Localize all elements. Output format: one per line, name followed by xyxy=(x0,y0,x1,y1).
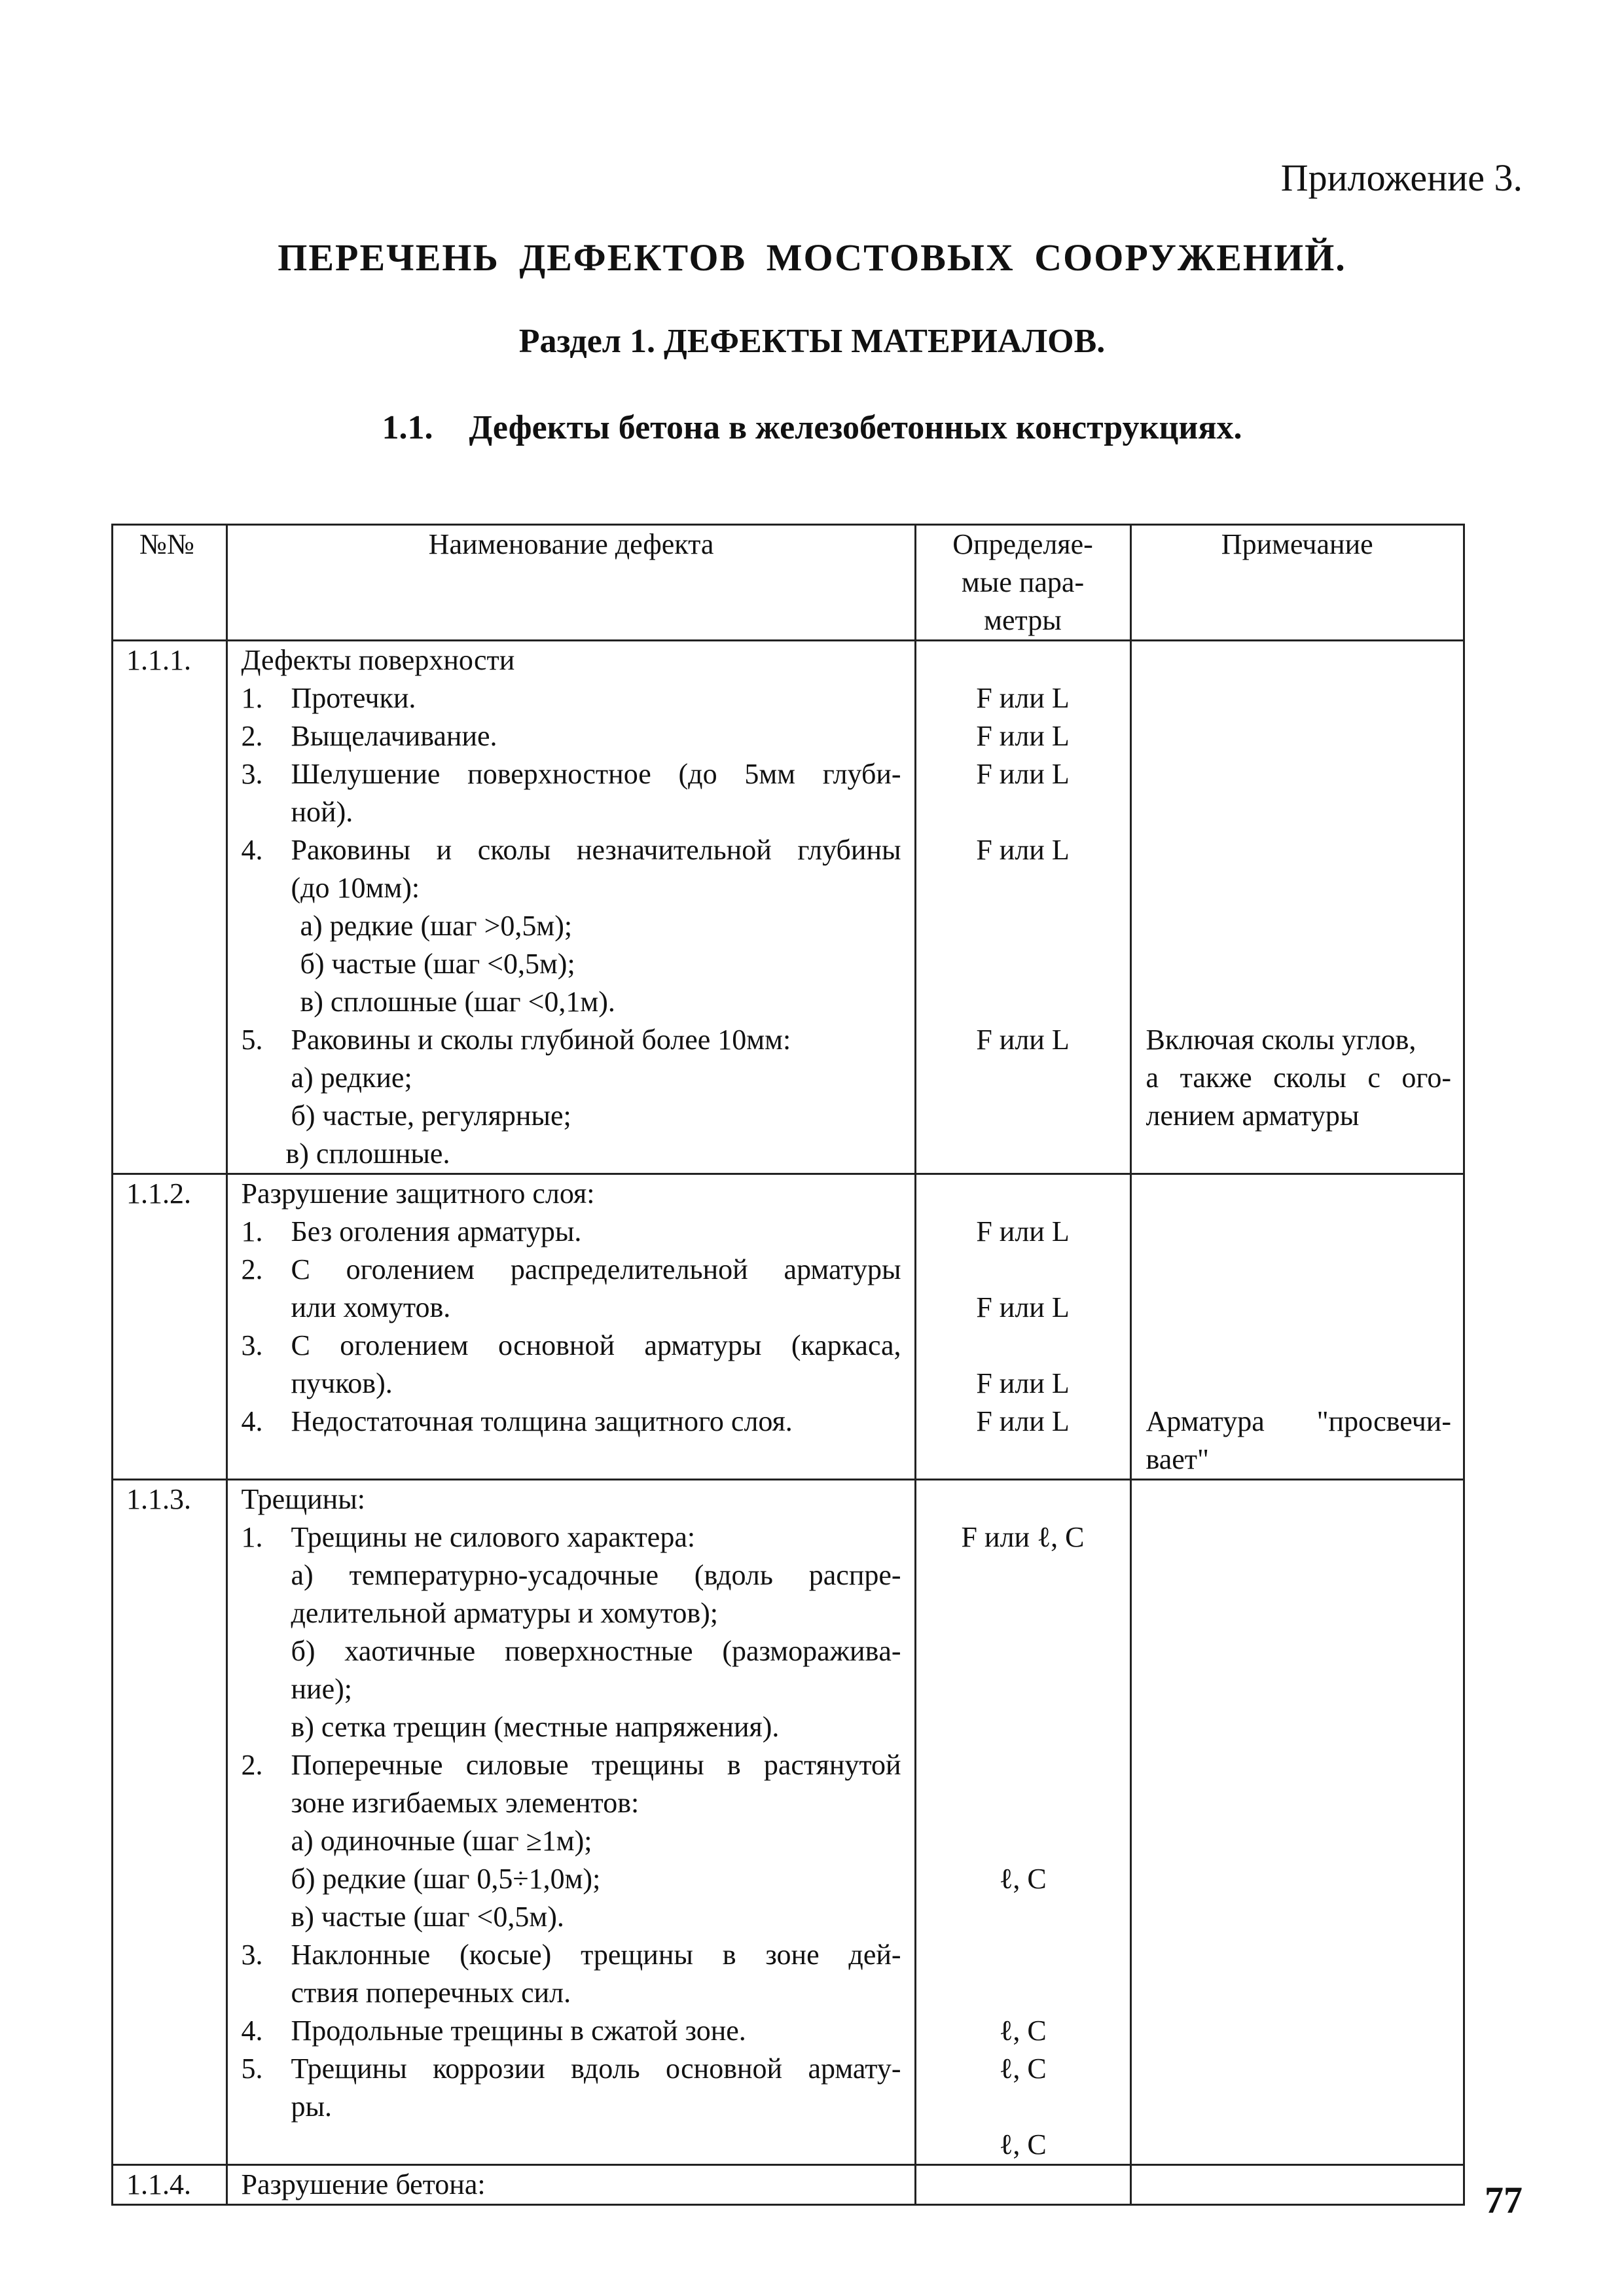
row-number: 1.1.4. xyxy=(113,2165,227,2205)
param-value xyxy=(916,1974,1130,2012)
defect-item xyxy=(241,1213,901,1251)
defect-item-text xyxy=(291,1936,901,2012)
param-value xyxy=(916,1898,1130,1936)
param-value xyxy=(916,1594,1130,1632)
subsection-title xyxy=(0,408,1624,447)
note-line xyxy=(1146,641,1452,679)
note-line xyxy=(1146,793,1452,831)
defect-item-line: или хомутов. xyxy=(291,1291,451,1323)
page-number: 77 xyxy=(1485,2179,1523,2221)
note-line: лением арматуры xyxy=(1146,1100,1360,1132)
param-value: F или L xyxy=(976,834,1070,866)
note-line xyxy=(1146,1251,1452,1289)
param-value xyxy=(916,1556,1130,1594)
row-defect-name xyxy=(227,641,915,1174)
defect-item-number: 3. xyxy=(241,1939,263,1971)
defect-item-number: 4. xyxy=(241,834,263,866)
row-params xyxy=(915,1480,1130,2165)
defect-item-text xyxy=(291,1213,901,1251)
defect-item-text xyxy=(291,717,901,755)
appendix-label: Приложение 3. xyxy=(1280,156,1523,199)
defect-item-number: 1. xyxy=(241,682,263,714)
note-line xyxy=(1146,755,1452,793)
defect-item-number: 5. xyxy=(241,2053,263,2085)
defect-subitem: в) сплошные (шаг <0,1м). xyxy=(300,986,615,1018)
defect-item xyxy=(241,1746,901,1822)
defect-item xyxy=(241,2050,901,2126)
note-line: Включая сколы углов, xyxy=(1146,1024,1416,1056)
note-line xyxy=(1146,1135,1452,1173)
param-value xyxy=(916,1708,1130,1746)
defect-subitem: а) температурно-усадочные (вдоль распре- xyxy=(291,1559,901,1591)
defect-item-text xyxy=(291,1327,901,1403)
defect-item xyxy=(241,755,901,831)
row-defect-name xyxy=(227,2165,915,2205)
note-line xyxy=(1146,945,1452,983)
defect-item-line: Раковины и сколы незначительной глубины xyxy=(291,834,901,866)
defect-item-text xyxy=(291,1518,901,1556)
defect-subitem: б) редкие (шаг 0,5÷1,0м); xyxy=(291,1863,601,1895)
row-note xyxy=(1130,641,1464,1174)
param-value xyxy=(916,1441,1130,1479)
param-value: F или L xyxy=(976,682,1070,714)
param-value xyxy=(916,1670,1130,1708)
param-value xyxy=(916,869,1130,907)
defect-item xyxy=(241,1327,901,1403)
param-value xyxy=(916,983,1130,1021)
note-line xyxy=(1146,1175,1452,1213)
defect-subitem: делительной арматуры и хомутов); xyxy=(291,1597,718,1629)
defect-item-line: Шелушение поверхностное (до 5мм глуби- xyxy=(291,758,901,790)
defect-item-number: 3. xyxy=(241,1329,263,1361)
defect-item-line: ной). xyxy=(291,796,353,828)
param-value xyxy=(916,1936,1130,1974)
defect-item-line: Трещины не силового характера: xyxy=(291,1521,696,1553)
defect-subitem: а) одиночные (шаг ≥1м); xyxy=(291,1825,592,1857)
defect-item xyxy=(241,1251,901,1327)
defect-item xyxy=(241,831,901,907)
param-value: F или L xyxy=(976,1215,1070,1247)
param-value: F или L xyxy=(976,720,1070,752)
defect-item xyxy=(241,717,901,755)
row-params xyxy=(915,1174,1130,1480)
param-value: ℓ, C xyxy=(999,2128,1047,2161)
row-note xyxy=(1130,2165,1464,2205)
defect-subitem: б) частые (шаг <0,5м); xyxy=(300,948,575,980)
defect-item-text xyxy=(291,1403,901,1441)
subsection-number: 1.1. xyxy=(382,409,433,446)
param-value xyxy=(916,1784,1130,1822)
subsection-text: Дефекты бетона в железобетонных конструкциях. xyxy=(469,409,1242,446)
defect-item-text xyxy=(291,1021,901,1059)
note-line xyxy=(1146,1289,1452,1327)
row-number: 1.1.3. xyxy=(113,1480,227,2165)
defect-item-line: С оголением распределительной арматуры xyxy=(291,1253,901,1285)
note-line xyxy=(1146,831,1452,869)
defect-item-line: Раковины и сколы глубиной более 10мм: xyxy=(291,1024,791,1056)
defect-item-number: 4. xyxy=(241,1405,263,1437)
defect-item xyxy=(241,2012,901,2050)
defect-subitem: а) редкие (шаг >0,5м); xyxy=(300,910,573,942)
defect-subitem: б) хаотичные поверхностные (размораживa- xyxy=(291,1635,901,1667)
param-value xyxy=(916,1480,1130,1518)
defect-item xyxy=(241,1936,901,2012)
note-line xyxy=(1146,869,1452,907)
row-heading: Разрушение защитного слоя: xyxy=(241,1177,595,1210)
section-title: Раздел 1. ДЕФЕКТЫ МАТЕРИАЛОВ. xyxy=(518,323,1106,360)
row-heading: Трещины: xyxy=(241,1483,365,1515)
param-value xyxy=(916,907,1130,945)
param-value: F или L xyxy=(976,758,1070,790)
defect-item-line: Поперечные силовые трещины в растянутой xyxy=(291,1749,901,1781)
defect-subitem: ние); xyxy=(291,1673,352,1705)
defect-item-number: 1. xyxy=(241,1215,263,1247)
header-params-line: Определяе- xyxy=(952,528,1093,560)
param-value xyxy=(916,1327,1130,1365)
param-value xyxy=(916,1251,1130,1289)
defect-item-number: 1. xyxy=(241,1521,263,1553)
row-number: 1.1.2. xyxy=(113,1174,227,1480)
param-value xyxy=(916,2088,1130,2126)
defect-item-number: 5. xyxy=(241,1024,263,1056)
note-line: вает" xyxy=(1146,1443,1209,1475)
param-value: F или L xyxy=(976,1367,1070,1399)
table-header-row xyxy=(113,525,1464,641)
defect-item-line: зоне изгибаемых элементов: xyxy=(291,1787,640,1819)
defect-item-line: Выщелачивание. xyxy=(291,720,497,752)
defect-item-text xyxy=(291,1746,901,1822)
defect-item-line: Наклонные (косые) трещины в зоне дей- xyxy=(291,1939,901,1971)
param-value: ℓ, C xyxy=(999,2053,1047,2085)
defect-item xyxy=(241,1403,901,1441)
param-value xyxy=(916,1175,1130,1213)
row-defect-name xyxy=(227,1174,915,1480)
defect-item-line: пучков). xyxy=(291,1367,393,1399)
note-line xyxy=(1146,1213,1452,1251)
note-line xyxy=(1146,717,1452,755)
defect-item-text xyxy=(291,831,901,907)
row-number: 1.1.1. xyxy=(113,641,227,1174)
header-number: №№ xyxy=(113,525,227,641)
note-line xyxy=(1146,907,1452,945)
param-value xyxy=(916,1135,1130,1173)
param-value: ℓ, C xyxy=(999,1863,1047,1895)
header-params-line: мые пара- xyxy=(961,566,1085,598)
param-value xyxy=(916,1632,1130,1670)
param-value xyxy=(916,2166,1130,2204)
table-row xyxy=(113,641,1464,1174)
param-value xyxy=(916,793,1130,831)
defect-item-line: ры. xyxy=(291,2090,333,2123)
param-value: F или L xyxy=(976,1024,1070,1056)
defect-item xyxy=(241,1021,901,1059)
header-params-line: метры xyxy=(984,604,1062,636)
defect-subitem: б) частые, регулярные; xyxy=(291,1100,571,1132)
defect-item-text xyxy=(291,1251,901,1327)
row-note xyxy=(1130,1174,1464,1480)
table-row xyxy=(113,1480,1464,2165)
param-value xyxy=(916,1746,1130,1784)
table-row xyxy=(113,2165,1464,2205)
defect-item-number: 2. xyxy=(241,1749,263,1781)
defect-item-number: 3. xyxy=(241,758,263,790)
row-heading: Разрушение бетона: xyxy=(241,2168,486,2200)
defect-item-line: (до 10мм): xyxy=(291,872,420,904)
defect-item-line: Продольные трещины в сжатой зоне. xyxy=(291,2015,746,2047)
row-params xyxy=(915,2165,1130,2205)
defect-item-text xyxy=(291,755,901,831)
defect-item-line: С оголением основной арматуры (каркаса, xyxy=(291,1329,901,1361)
param-value: F или L xyxy=(976,1405,1070,1437)
note-line xyxy=(1146,679,1452,717)
param-value: ℓ, C xyxy=(999,2015,1047,2047)
param-value: F или L xyxy=(976,1291,1070,1323)
defect-item-line: Протечки. xyxy=(291,682,416,714)
param-value xyxy=(916,641,1130,679)
header-note: Примечание xyxy=(1130,525,1464,641)
param-value: F или ℓ, C xyxy=(961,1521,1085,1553)
note-line: а также сколы с ого- xyxy=(1146,1062,1451,1094)
defect-subitem: в) частые (шаг <0,5м). xyxy=(291,1901,564,1933)
defect-item xyxy=(241,679,901,717)
defect-item-number: 2. xyxy=(241,720,263,752)
row-params xyxy=(915,641,1130,1174)
defect-item xyxy=(241,1518,901,1556)
defect-item-number: 4. xyxy=(241,2015,263,2047)
row-note xyxy=(1130,1480,1464,2165)
header-params xyxy=(915,525,1130,641)
param-value xyxy=(916,945,1130,983)
row-heading: Дефекты поверхности xyxy=(241,644,515,676)
defect-subitem: в) сетка трещин (местные напряжения). xyxy=(291,1711,780,1743)
param-value xyxy=(916,1822,1130,1860)
defect-subitem: в) сплошные. xyxy=(285,1138,450,1170)
document-title: ПЕРЕЧЕНЬ ДЕФЕКТОВ МОСТОВЫХ СООРУЖЕНИЙ. xyxy=(278,236,1346,279)
note-line xyxy=(1146,1327,1452,1365)
param-value xyxy=(916,1059,1130,1097)
row-defect-name xyxy=(227,1480,915,2165)
defect-item-line: Недостаточная толщина защитного слоя. xyxy=(291,1405,793,1437)
defect-item-line: Без оголения арматуры. xyxy=(291,1215,582,1247)
note-line xyxy=(1146,1365,1452,1403)
defect-item-text xyxy=(291,2012,901,2050)
defect-item-line: ствия поперечных сил. xyxy=(291,1977,571,2009)
param-value xyxy=(916,1097,1130,1135)
table-row xyxy=(113,1174,1464,1480)
defects-table xyxy=(111,524,1465,2206)
note-line xyxy=(1146,983,1452,1021)
defect-item-text xyxy=(291,2050,901,2126)
header-name: Наименование дефекта xyxy=(227,525,915,641)
defect-subitem: а) редкие; xyxy=(291,1062,412,1094)
defect-item-number: 2. xyxy=(241,1253,263,1285)
defect-item-line: Трещины коррозии вдоль основной армату- xyxy=(291,2053,901,2085)
note-line: Арматура "просвечи- xyxy=(1146,1405,1451,1437)
defect-item-text xyxy=(291,679,901,717)
